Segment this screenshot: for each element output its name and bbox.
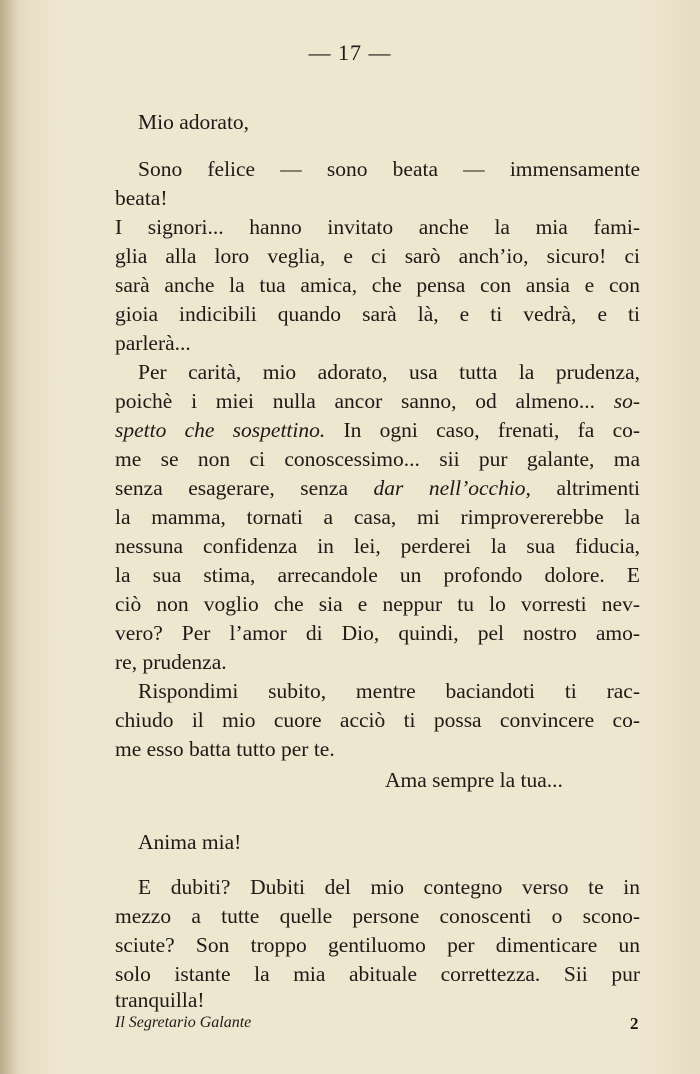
letter2-line: tranquilla! [115,988,205,1012]
book-title-footer: Il Segretario Galante [115,1014,252,1031]
letter1-italic-text: so- [613,389,641,413]
letter1-line-mixed [115,474,640,502]
letter1-text: altrimenti [556,476,641,500]
letter1-line: I signori... hanno invitato anche la mia fami- [115,215,640,239]
letter1-line: la mamma, tornati a casa, mi rimprovererebbe la [115,505,640,529]
letter1-line: glia alla loro veglia, e ci sarò anch’io, sicuro! ci [115,244,640,268]
signature-mark: 2 [630,1014,639,1033]
letter1-text: poichè i miei nulla ancor sanno, od almeno... [115,389,595,413]
letter2-line: mezzo a tutte quelle persone conoscenti o scono- [115,904,640,928]
letter1-line: la sua stima, arrecandole un profondo dolore. E [115,563,640,587]
letter1-text: senza esagerare, senza [115,476,348,500]
letter1-line: parlerà... [115,331,191,355]
letter1-text: In ogni caso, frenati, fa co- [343,418,641,442]
letter1-line: me se non ci conoscessimo... sii pur galante, ma [115,447,640,471]
letter1-line-mixed [115,416,640,444]
letter1-italic-text: spetto che sospettino. [115,418,326,442]
binding-gutter-shadow [0,0,18,1074]
letter2-line: sciute? Son troppo gentiluomo per dimenticare un [115,933,640,957]
letter1-line-mixed [115,387,640,415]
letter1-line: nessuna confidenza in lei, perderei la sua fiducia, [115,534,640,558]
letter1-italic-text: dar nell’occhio, [373,476,531,500]
page-number: — 17 — [308,40,392,65]
letter1-line: ciò non voglio che sia e neppur tu lo vorresti nev- [115,592,640,616]
letter1-line: re, prudenza. [115,650,227,674]
letter1-line: Rispondimi subito, mentre baciandoti ti rac- [138,679,640,703]
letter1-line: me esso batta tutto per te. [115,737,335,761]
letter2-line: solo istante la mia abituale correttezza. Sii pur [115,962,640,986]
letter1-line: vero? Per l’amor di Dio, quindi, pel nostro amo- [115,621,640,645]
letter1-salutation: Mio adorato, [138,110,250,134]
letter1-line: Per carità, mio adorato, usa tutta la prudenza, [138,360,640,384]
letter1-line: Sono felice — sono beata — immensamente [138,157,640,181]
letter1-line: chiudo il mio cuore acciò ti possa convincere co- [115,708,640,732]
letter1-line: gioia indicibili quando sarà là, e ti vedrà, e ti [115,302,640,326]
letter1-line: sarà anche la tua amica, che pensa con ansia e con [115,273,640,297]
letter1-line: beata! [115,186,168,210]
letter1-signature: Ama sempre la tua... [385,768,563,792]
letter2-salutation: Anima mia! [138,830,242,854]
letter2-line: E dubiti? Dubiti del mio contegno verso te in [138,875,640,899]
